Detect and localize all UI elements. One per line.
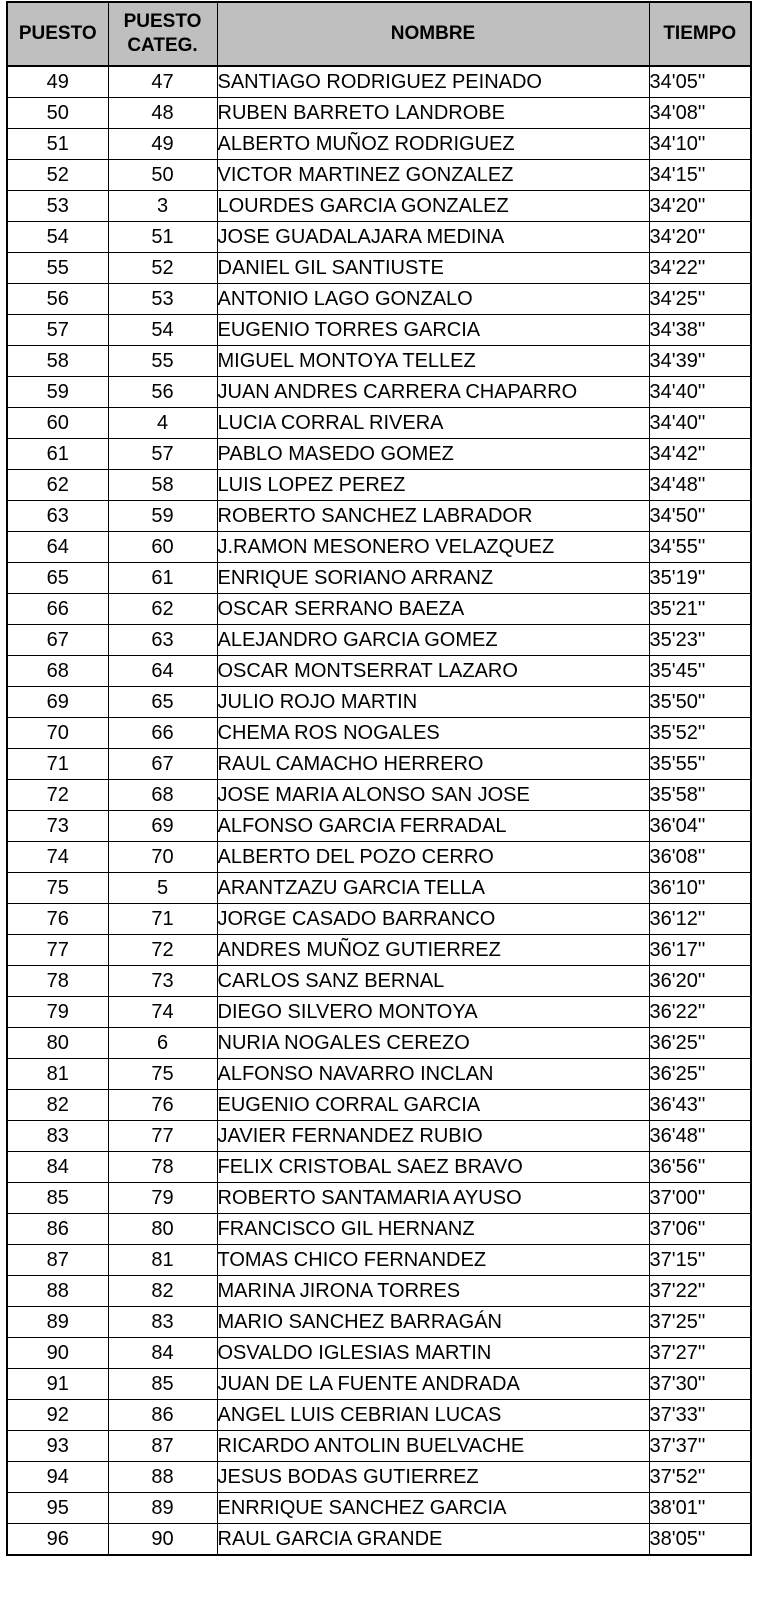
table-row (7, 966, 751, 997)
cell-puesto: 96 (7, 1524, 108, 1556)
table-row (7, 625, 751, 656)
cell-puesto: 94 (7, 1462, 108, 1493)
cell-puesto: 53 (7, 191, 108, 222)
cell-nombre: MIGUEL MONTOYA TELLEZ (217, 346, 649, 377)
cell-puesto: 49 (7, 66, 108, 98)
table-row (7, 1183, 751, 1214)
table-row (7, 1400, 751, 1431)
cell-puesto: 83 (7, 1121, 108, 1152)
cell-nombre: ALEJANDRO GARCIA GOMEZ (217, 625, 649, 656)
table-row (7, 1276, 751, 1307)
cell-tiempo: 35'21'' (649, 594, 751, 625)
cell-tiempo: 34'22'' (649, 253, 751, 284)
table-row (7, 687, 751, 718)
cell-puesto-categ: 48 (108, 98, 217, 129)
cell-nombre: LOURDES GARCIA GONZALEZ (217, 191, 649, 222)
cell-tiempo: 37'00'' (649, 1183, 751, 1214)
cell-puesto-categ: 78 (108, 1152, 217, 1183)
table-row (7, 253, 751, 284)
cell-nombre: ALBERTO MUÑOZ RODRIGUEZ (217, 129, 649, 160)
cell-puesto-categ: 50 (108, 160, 217, 191)
cell-nombre: ALBERTO DEL POZO CERRO (217, 842, 649, 873)
cell-nombre: JESUS BODAS GUTIERREZ (217, 1462, 649, 1493)
cell-nombre: JUAN ANDRES CARRERA CHAPARRO (217, 377, 649, 408)
cell-puesto-categ: 65 (108, 687, 217, 718)
table-header (7, 2, 751, 66)
cell-tiempo: 34'15'' (649, 160, 751, 191)
cell-tiempo: 37'52'' (649, 1462, 751, 1493)
header-row (7, 2, 751, 66)
cell-nombre: DANIEL GIL SANTIUSTE (217, 253, 649, 284)
cell-puesto-categ: 56 (108, 377, 217, 408)
cell-tiempo: 36'43'' (649, 1090, 751, 1121)
cell-puesto-categ: 59 (108, 501, 217, 532)
cell-tiempo: 37'30'' (649, 1369, 751, 1400)
cell-puesto-categ: 60 (108, 532, 217, 563)
cell-puesto: 58 (7, 346, 108, 377)
cell-nombre: ENRRIQUE SANCHEZ GARCIA (217, 1493, 649, 1524)
cell-puesto: 66 (7, 594, 108, 625)
cell-nombre: ANTONIO LAGO GONZALO (217, 284, 649, 315)
cell-tiempo: 37'27'' (649, 1338, 751, 1369)
cell-puesto-categ: 74 (108, 997, 217, 1028)
table-row (7, 1493, 751, 1524)
cell-nombre: MARINA JIRONA TORRES (217, 1276, 649, 1307)
cell-nombre: JOSE GUADALAJARA MEDINA (217, 222, 649, 253)
table-row (7, 346, 751, 377)
cell-nombre: OSCAR SERRANO BAEZA (217, 594, 649, 625)
cell-puesto-categ: 82 (108, 1276, 217, 1307)
header-nombre: NOMBRE (217, 2, 649, 66)
table-row (7, 315, 751, 346)
table-row (7, 98, 751, 129)
cell-nombre: OSCAR MONTSERRAT LAZARO (217, 656, 649, 687)
cell-tiempo: 35'19'' (649, 563, 751, 594)
cell-puesto-categ: 79 (108, 1183, 217, 1214)
cell-nombre: ROBERTO SANTAMARIA AYUSO (217, 1183, 649, 1214)
table-row (7, 1462, 751, 1493)
cell-puesto: 67 (7, 625, 108, 656)
table-row (7, 1090, 751, 1121)
cell-tiempo: 35'52'' (649, 718, 751, 749)
cell-puesto: 60 (7, 408, 108, 439)
cell-tiempo: 37'25'' (649, 1307, 751, 1338)
cell-puesto-categ: 6 (108, 1028, 217, 1059)
cell-puesto: 69 (7, 687, 108, 718)
cell-puesto: 91 (7, 1369, 108, 1400)
cell-puesto: 81 (7, 1059, 108, 1090)
cell-puesto: 75 (7, 873, 108, 904)
cell-puesto-categ: 86 (108, 1400, 217, 1431)
table-row (7, 935, 751, 966)
cell-puesto: 70 (7, 718, 108, 749)
cell-nombre: ARANTZAZU GARCIA TELLA (217, 873, 649, 904)
cell-puesto-categ: 90 (108, 1524, 217, 1556)
table-row (7, 532, 751, 563)
table-row (7, 1028, 751, 1059)
cell-puesto-categ: 62 (108, 594, 217, 625)
cell-tiempo: 34'08'' (649, 98, 751, 129)
cell-puesto: 87 (7, 1245, 108, 1276)
cell-puesto: 64 (7, 532, 108, 563)
table-row (7, 811, 751, 842)
cell-nombre: VICTOR MARTINEZ GONZALEZ (217, 160, 649, 191)
cell-puesto: 71 (7, 749, 108, 780)
cell-puesto: 72 (7, 780, 108, 811)
cell-puesto: 62 (7, 470, 108, 501)
cell-tiempo: 34'40'' (649, 408, 751, 439)
table-row (7, 563, 751, 594)
cell-tiempo: 34'10'' (649, 129, 751, 160)
cell-nombre: ALFONSO GARCIA FERRADAL (217, 811, 649, 842)
cell-nombre: JOSE MARIA ALONSO SAN JOSE (217, 780, 649, 811)
table-row (7, 842, 751, 873)
cell-puesto: 56 (7, 284, 108, 315)
cell-nombre: RICARDO ANTOLIN BUELVACHE (217, 1431, 649, 1462)
cell-nombre: MARIO SANCHEZ BARRAGÁN (217, 1307, 649, 1338)
cell-nombre: CHEMA ROS NOGALES (217, 718, 649, 749)
cell-tiempo: 37'33'' (649, 1400, 751, 1431)
cell-nombre: FRANCISCO GIL HERNANZ (217, 1214, 649, 1245)
cell-tiempo: 34'50'' (649, 501, 751, 532)
cell-puesto: 85 (7, 1183, 108, 1214)
cell-nombre: ENRIQUE SORIANO ARRANZ (217, 563, 649, 594)
cell-puesto: 79 (7, 997, 108, 1028)
table-row (7, 1369, 751, 1400)
cell-tiempo: 34'42'' (649, 439, 751, 470)
header-categ-line1: PUESTO (123, 11, 202, 32)
cell-puesto-categ: 89 (108, 1493, 217, 1524)
cell-puesto-categ: 67 (108, 749, 217, 780)
cell-puesto-categ: 54 (108, 315, 217, 346)
table-body (7, 66, 751, 1555)
cell-nombre: SANTIAGO RODRIGUEZ PEINADO (217, 66, 649, 98)
cell-tiempo: 35'45'' (649, 656, 751, 687)
cell-puesto: 82 (7, 1090, 108, 1121)
cell-puesto: 80 (7, 1028, 108, 1059)
table-row (7, 718, 751, 749)
cell-nombre: RAUL GARCIA GRANDE (217, 1524, 649, 1556)
table-row (7, 749, 751, 780)
cell-nombre: ROBERTO SANCHEZ LABRADOR (217, 501, 649, 532)
cell-puesto-categ: 77 (108, 1121, 217, 1152)
cell-puesto: 63 (7, 501, 108, 532)
cell-puesto: 93 (7, 1431, 108, 1462)
cell-nombre: JAVIER FERNANDEZ RUBIO (217, 1121, 649, 1152)
cell-puesto-categ: 52 (108, 253, 217, 284)
cell-puesto: 50 (7, 98, 108, 129)
cell-nombre: LUIS LOPEZ PEREZ (217, 470, 649, 501)
cell-tiempo: 35'55'' (649, 749, 751, 780)
table-row (7, 1152, 751, 1183)
cell-puesto: 78 (7, 966, 108, 997)
table-row (7, 997, 751, 1028)
cell-puesto: 65 (7, 563, 108, 594)
cell-nombre: JUAN DE LA FUENTE ANDRADA (217, 1369, 649, 1400)
table-row (7, 1431, 751, 1462)
table-row (7, 439, 751, 470)
table-row (7, 873, 751, 904)
table-row (7, 377, 751, 408)
cell-puesto-categ: 53 (108, 284, 217, 315)
cell-nombre: EUGENIO TORRES GARCIA (217, 315, 649, 346)
cell-puesto: 90 (7, 1338, 108, 1369)
cell-puesto: 86 (7, 1214, 108, 1245)
cell-nombre: JULIO ROJO MARTIN (217, 687, 649, 718)
cell-puesto-categ: 3 (108, 191, 217, 222)
table-row (7, 160, 751, 191)
cell-puesto: 59 (7, 377, 108, 408)
cell-tiempo: 36'08'' (649, 842, 751, 873)
cell-tiempo: 36'20'' (649, 966, 751, 997)
cell-tiempo: 38'01'' (649, 1493, 751, 1524)
cell-tiempo: 37'15'' (649, 1245, 751, 1276)
header-tiempo: TIEMPO (649, 2, 751, 66)
cell-puesto-categ: 80 (108, 1214, 217, 1245)
cell-tiempo: 36'10'' (649, 873, 751, 904)
header-puesto: PUESTO (7, 2, 108, 66)
cell-puesto-categ: 55 (108, 346, 217, 377)
cell-tiempo: 34'38'' (649, 315, 751, 346)
table-row (7, 1245, 751, 1276)
cell-puesto: 89 (7, 1307, 108, 1338)
cell-nombre: ANDRES MUÑOZ GUTIERREZ (217, 935, 649, 966)
cell-tiempo: 34'40'' (649, 377, 751, 408)
cell-nombre: RUBEN BARRETO LANDROBE (217, 98, 649, 129)
table-row (7, 1214, 751, 1245)
cell-puesto-categ: 85 (108, 1369, 217, 1400)
cell-nombre: FELIX CRISTOBAL SAEZ BRAVO (217, 1152, 649, 1183)
cell-nombre: DIEGO SILVERO MONTOYA (217, 997, 649, 1028)
cell-nombre: TOMAS CHICO FERNANDEZ (217, 1245, 649, 1276)
cell-puesto-categ: 63 (108, 625, 217, 656)
cell-tiempo: 38'05'' (649, 1524, 751, 1556)
table-row (7, 1524, 751, 1556)
cell-puesto-categ: 70 (108, 842, 217, 873)
cell-nombre: PABLO MASEDO GOMEZ (217, 439, 649, 470)
cell-tiempo: 34'55'' (649, 532, 751, 563)
cell-puesto-categ: 68 (108, 780, 217, 811)
cell-tiempo: 36'04'' (649, 811, 751, 842)
cell-tiempo: 35'50'' (649, 687, 751, 718)
table-row (7, 501, 751, 532)
cell-tiempo: 36'25'' (649, 1028, 751, 1059)
table-row (7, 656, 751, 687)
cell-tiempo: 34'20'' (649, 191, 751, 222)
table-row (7, 1338, 751, 1369)
cell-puesto-categ: 57 (108, 439, 217, 470)
cell-tiempo: 35'23'' (649, 625, 751, 656)
cell-puesto: 61 (7, 439, 108, 470)
cell-nombre: EUGENIO CORRAL GARCIA (217, 1090, 649, 1121)
cell-tiempo: 34'39'' (649, 346, 751, 377)
cell-tiempo: 34'48'' (649, 470, 751, 501)
cell-puesto: 57 (7, 315, 108, 346)
cell-nombre: LUCIA CORRAL RIVERA (217, 408, 649, 439)
table-row (7, 1121, 751, 1152)
cell-puesto-categ: 4 (108, 408, 217, 439)
header-puesto-categ (108, 2, 217, 66)
cell-puesto-categ: 83 (108, 1307, 217, 1338)
cell-tiempo: 36'17'' (649, 935, 751, 966)
cell-nombre: ALFONSO NAVARRO INCLAN (217, 1059, 649, 1090)
table-row (7, 284, 751, 315)
cell-puesto-categ: 58 (108, 470, 217, 501)
cell-puesto: 55 (7, 253, 108, 284)
table-row (7, 66, 751, 98)
cell-puesto-categ: 47 (108, 66, 217, 98)
cell-puesto-categ: 61 (108, 563, 217, 594)
cell-nombre: JORGE CASADO BARRANCO (217, 904, 649, 935)
cell-puesto-categ: 66 (108, 718, 217, 749)
cell-tiempo: 37'06'' (649, 1214, 751, 1245)
cell-tiempo: 36'25'' (649, 1059, 751, 1090)
cell-puesto: 54 (7, 222, 108, 253)
table-row (7, 408, 751, 439)
cell-puesto-categ: 76 (108, 1090, 217, 1121)
cell-nombre: CARLOS SANZ BERNAL (217, 966, 649, 997)
table-row (7, 780, 751, 811)
cell-tiempo: 34'25'' (649, 284, 751, 315)
cell-puesto-categ: 69 (108, 811, 217, 842)
cell-nombre: OSVALDO IGLESIAS MARTIN (217, 1338, 649, 1369)
cell-nombre: ANGEL LUIS CEBRIAN LUCAS (217, 1400, 649, 1431)
cell-puesto-categ: 81 (108, 1245, 217, 1276)
table-row (7, 222, 751, 253)
table-row (7, 594, 751, 625)
cell-puesto-categ: 5 (108, 873, 217, 904)
cell-tiempo: 36'48'' (649, 1121, 751, 1152)
cell-puesto: 51 (7, 129, 108, 160)
table-row (7, 470, 751, 501)
table-row (7, 191, 751, 222)
cell-tiempo: 34'05'' (649, 66, 751, 98)
cell-nombre: RAUL CAMACHO HERRERO (217, 749, 649, 780)
cell-tiempo: 36'12'' (649, 904, 751, 935)
cell-tiempo: 34'20'' (649, 222, 751, 253)
cell-tiempo: 37'37'' (649, 1431, 751, 1462)
cell-puesto: 77 (7, 935, 108, 966)
table-row (7, 1307, 751, 1338)
cell-puesto-categ: 72 (108, 935, 217, 966)
cell-puesto-categ: 87 (108, 1431, 217, 1462)
table-row (7, 904, 751, 935)
results-table (6, 1, 752, 1556)
cell-puesto-categ: 64 (108, 656, 217, 687)
cell-puesto-categ: 73 (108, 966, 217, 997)
cell-puesto: 88 (7, 1276, 108, 1307)
cell-nombre: NURIA NOGALES CEREZO (217, 1028, 649, 1059)
cell-puesto-categ: 71 (108, 904, 217, 935)
cell-puesto: 92 (7, 1400, 108, 1431)
cell-tiempo: 36'56'' (649, 1152, 751, 1183)
cell-puesto-categ: 88 (108, 1462, 217, 1493)
table-row (7, 129, 751, 160)
cell-puesto-categ: 84 (108, 1338, 217, 1369)
cell-puesto: 74 (7, 842, 108, 873)
cell-puesto: 52 (7, 160, 108, 191)
cell-puesto-categ: 49 (108, 129, 217, 160)
cell-puesto: 76 (7, 904, 108, 935)
cell-tiempo: 35'58'' (649, 780, 751, 811)
cell-puesto-categ: 75 (108, 1059, 217, 1090)
cell-puesto: 73 (7, 811, 108, 842)
cell-tiempo: 36'22'' (649, 997, 751, 1028)
cell-puesto: 84 (7, 1152, 108, 1183)
cell-nombre: J.RAMON MESONERO VELAZQUEZ (217, 532, 649, 563)
cell-puesto-categ: 51 (108, 222, 217, 253)
header-categ-line2: CATEG. (127, 35, 198, 56)
cell-puesto: 68 (7, 656, 108, 687)
table-row (7, 1059, 751, 1090)
cell-puesto: 95 (7, 1493, 108, 1524)
cell-tiempo: 37'22'' (649, 1276, 751, 1307)
